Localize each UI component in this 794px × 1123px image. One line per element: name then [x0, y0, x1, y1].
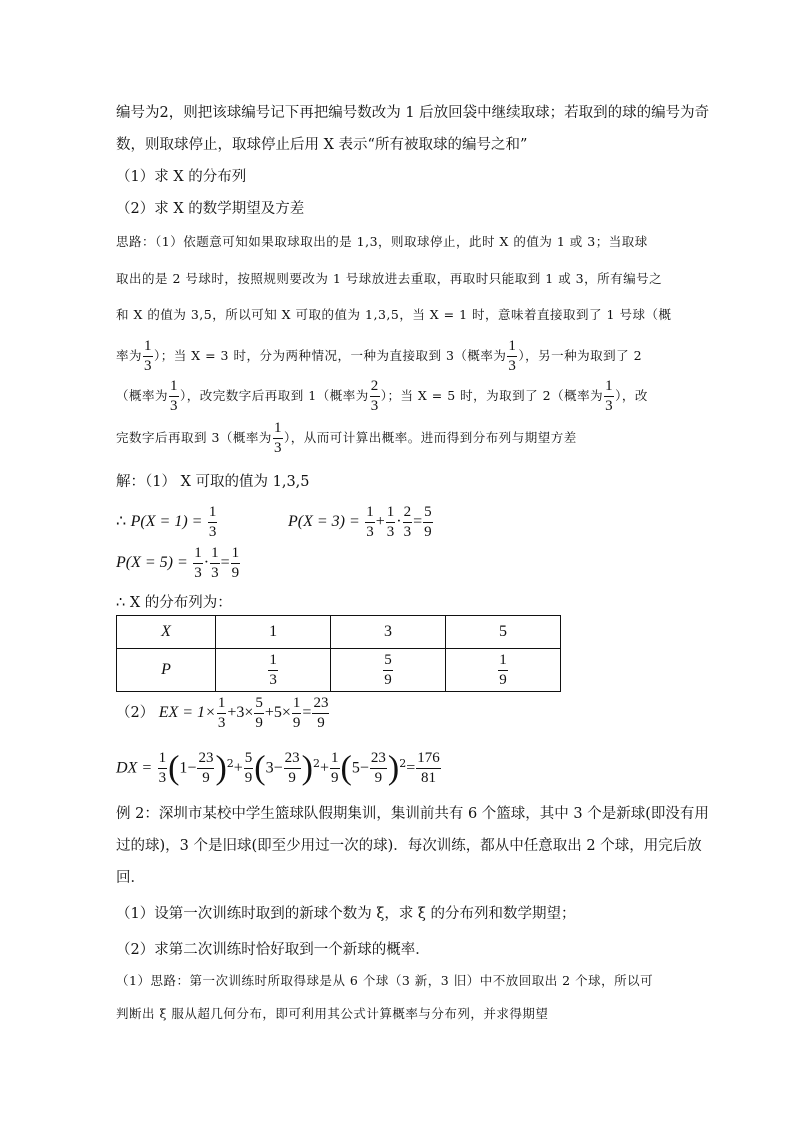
fraction: $\frac{23}{9}$: [370, 750, 386, 787]
fraction: $\frac{23}{9}$: [313, 694, 329, 731]
fraction: $\frac{1}{9}$: [231, 544, 240, 581]
fraction: $\frac{1}{3}$: [208, 503, 217, 540]
table-row: [117, 616, 561, 649]
table-cell: $\frac{1}{9}$: [446, 649, 561, 692]
fraction: $\frac{2}{3}$: [370, 378, 379, 414]
fraction: $\frac{23}{9}$: [198, 750, 214, 787]
hint-text: ）；当 X = 3 时，分为两种情况，一种为直接取到 3（概率为: [154, 348, 507, 363]
fraction: $\frac{5}{9}$: [244, 750, 253, 787]
table-header-cell: 3: [331, 616, 446, 649]
distribution-table: [116, 615, 561, 692]
example2-question-2: （2）求第二次训练时恰好取到一个新球的概率．: [116, 942, 430, 958]
fraction: $\frac{1}{3}$: [605, 378, 614, 414]
fraction: $\frac{23}{9}$: [284, 750, 300, 787]
equation-lhs: EX = 1×: [158, 704, 216, 721]
hint-line-2: 取出的是 2 号球时，按照规则要改为 1 号球放进去重取，再取时只能取到 1 或 3，所有编号之: [116, 271, 663, 286]
fraction: $\frac{1}{3}$: [273, 420, 282, 456]
question-2: （2）求 X 的数学期望及方差: [116, 201, 305, 217]
fraction: $\frac{1}{3}$: [194, 544, 202, 581]
fraction: $\frac{1}{3}$: [508, 338, 517, 374]
fraction: $\frac{1}{3}$: [386, 503, 395, 540]
table-cell: $\frac{5}{9}$: [331, 649, 446, 692]
hint-text: ）；当 X = 5 时，为取到了 2（概率为: [380, 388, 604, 403]
intro-line-1: 编号为2，则把该球编号记下再把编号数改为 1 后放回袋中继续取球；若取到的球的编号为奇: [116, 105, 710, 121]
fraction: $\frac{5}{9}$: [424, 503, 432, 540]
example2-hint-2: 判断出 ξ 服从超几何分布，即可利用其公式计算概率与分布列，并求得期望: [116, 1006, 549, 1021]
hint-line-4: [116, 336, 642, 376]
intro-line-2: 数，则取球停止，取球停止后用 X 表示“所有被取球的编号之和”: [116, 137, 528, 153]
hint-text: 率为: [116, 348, 143, 363]
table-header-cell: 1: [216, 616, 331, 649]
hint-line-3: 和 X 的值为 3,5，所以可知 X 可取的值为 1,3,5，当 X = 1 时，意味着直接取到了 1 号球（概: [116, 307, 672, 322]
table-header-cell: 5: [446, 616, 561, 649]
table-header-cell: X: [117, 616, 216, 649]
hint-line-6: [116, 418, 577, 458]
fraction: $\frac{1}{3}$: [211, 544, 219, 581]
example2-hint-1: （1）思路：第一次训练时所取得球是从 6 个球（3 新，3 旧）中不放回取出 2 个球，所以可: [116, 973, 654, 988]
example2-question-1: （1）设第一次训练时取到的新球个数为 ξ，求 ξ 的分布列和数学期望；: [116, 906, 576, 922]
solution-line-1: 解：（1） X 可取的值为 1,3,5: [116, 474, 310, 490]
fraction: $\frac{1}{3}$: [144, 338, 153, 374]
fraction: $\frac{1}{3}$: [217, 694, 226, 731]
equation-lhs: P(X = 3) =: [288, 513, 360, 530]
table-cell: $\frac{1}{3}$: [216, 649, 331, 692]
fraction: $\frac{5}{9}$: [255, 694, 263, 731]
fraction: $\frac{1}{9}$: [292, 694, 301, 731]
table-cell: P: [117, 649, 216, 692]
table-row: [117, 649, 561, 692]
question-1: （1）求 X 的分布列: [116, 169, 247, 185]
fraction: $\frac{1}{3}$: [366, 503, 374, 540]
fraction: $\frac{1}{9}$: [331, 750, 339, 787]
fraction: $\frac{1}{3}$: [170, 378, 179, 414]
part-label: （2）: [116, 705, 155, 721]
hint-text: 完数字后再取到 3（概率为: [116, 430, 272, 445]
equation-p5: P(X = 5) = $\frac{1}{3}$ · $\frac{1}{3}$ = $\frac{1}{9}$: [116, 544, 240, 581]
fraction: $\frac{176}{81}$: [417, 750, 440, 787]
hint-text: ），改: [615, 388, 648, 403]
equation-p1: [116, 500, 218, 544]
equation-lhs: DX =: [116, 759, 153, 777]
hint-line-1: 思路：（1）依题意可知如果取球取出的是 1,3，则取球停止，此时 X 的值为 1 或 3；当取球: [116, 234, 648, 249]
hint-text: ），另一种为取到了 2: [518, 348, 643, 363]
equation-ex: （2） EX = 1× $\frac{1}{3}$ +3× $\frac{5}{9}$ +5× $\frac{1}{9}$ = $\frac{23}{9}$: [116, 694, 329, 731]
equation-p3: P(X = 3) = $\frac{1}{3}$ + $\frac{1}{3}$ · $\frac{2}{3}$ = $\frac{5}{9}$: [288, 503, 432, 540]
example2-line-1: 例 2：深圳市某校中学生篮球队假期集训，集训前共有 6 个篮球，其中 3 个是新球(即没有用: [116, 806, 709, 822]
fraction: $\frac{1}{3}$: [158, 750, 167, 787]
hint-text: （概率为: [116, 388, 169, 403]
distribution-label: ∴ X 的分布列为：: [116, 595, 232, 611]
equation-dx: DX = $\frac{1}{3}$ (1− $\frac{23}{9}$ )$^2$+ $\frac{5}{9}$ (3− $\frac{23}{9}$ )$^2$+ $\frac{1}{9}$ (5− $\frac{23}{9}$ )$^2$= $\frac{176}{81}$: [116, 749, 440, 787]
hint-text: ），改完数字后再取到 1（概率为: [180, 388, 369, 403]
example2-line-3: 回．: [116, 870, 145, 886]
equation-lhs: P(X = 5) =: [116, 554, 188, 571]
therefore-symbol: ∴: [116, 513, 127, 530]
hint-line-5: [116, 376, 648, 416]
fraction: $\frac{2}{3}$: [403, 503, 412, 540]
example2-line-2: 过的球)，3 个是旧球(即至少用过一次的球)．每次训练，都从中任意取出 2 个球，用完后放: [116, 838, 702, 854]
equation-lhs: P(X = 1) =: [130, 513, 203, 530]
hint-text: ），从而可计算出概率。进而得到分布列与期望方差: [283, 430, 577, 445]
